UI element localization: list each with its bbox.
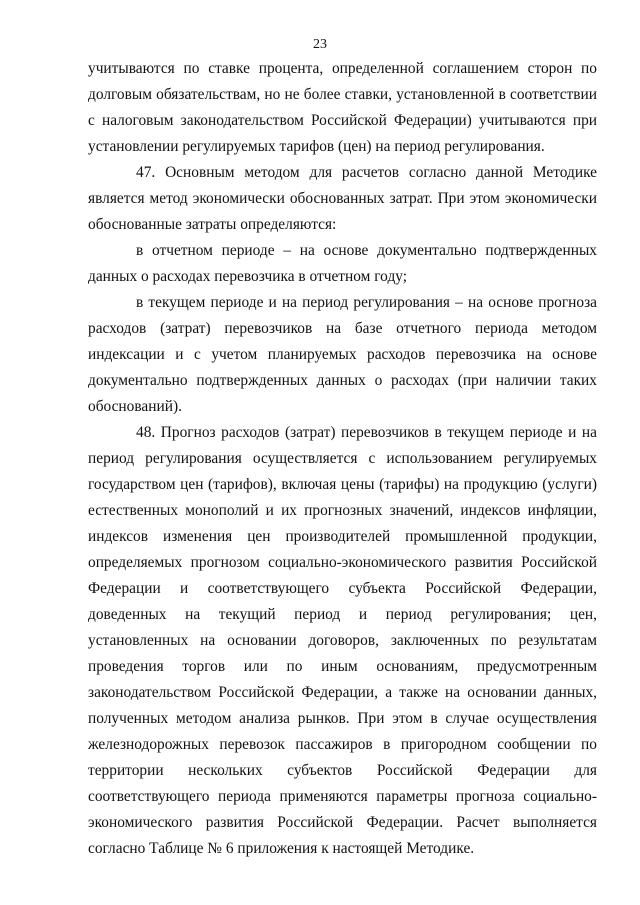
paragraph-48: 48. Прогноз расходов (затрат) перевозчиков в текущем периоде и на период регулирования осуществляется с использованием регулируемых государством цен (тарифов), включая цены (тарифы) на продукцию (услуги) естественных монополий и их прогнозных значений, индексов инфляции, индексов изменения цен производителей промышленной продукции, определяемых прогнозом социально-экономического развития Российской Федерации и соответствующего субъекта Российской Федерации, доведенных на текущий период и период регулирования; цен, установленных на основании договоров, заключенных по результатам проведения торгов или по иным основаниям, предусмотренным законодательством Российской Федерации, а также на основании данных, полученных методом анализа рынков. При этом в случае осуществления железнодорожных перевозок пассажиров в пригородном сообщении по территории нескольких субъектов Российской Федерации для соответствующего периода применяются параметры прогноза социально-экономического развития Российской Федерации. Расчет выполняется согласно Таблице № 6 приложения к настоящей Методике. (88, 424, 597, 857)
paragraph-reporting-period: в отчетном периоде – на основе документально подтвержденных данных о расходах перевозчика в отчетном году; (88, 242, 597, 285)
document-body (88, 56, 597, 862)
page-number: 23 (313, 37, 327, 52)
paragraph-current-period: в текущем периоде и на период регулирования – на основе прогноза расходов (затрат) перевозчиков на базе отчетного периода методом индексации и с учетом планируемых расходов перевозчика на основе документально подтвержденных данных о расходах (при наличии таких обоснований). (88, 294, 597, 415)
paragraph-continuation: учитываются по ставке процента, определенной соглашением сторон по долговым обязательствам, но не более ставки, установленной в соответствии с налоговым законодательством Российской Федерации) учитываются при установлении регулируемых тарифов (цен) на период регулирования. (88, 60, 597, 155)
paragraph-47: 47. Основным методом для расчетов согласно данной Методике является метод экономически обоснованных затрат. При этом экономически обоснованные затраты определяются: (88, 164, 597, 233)
